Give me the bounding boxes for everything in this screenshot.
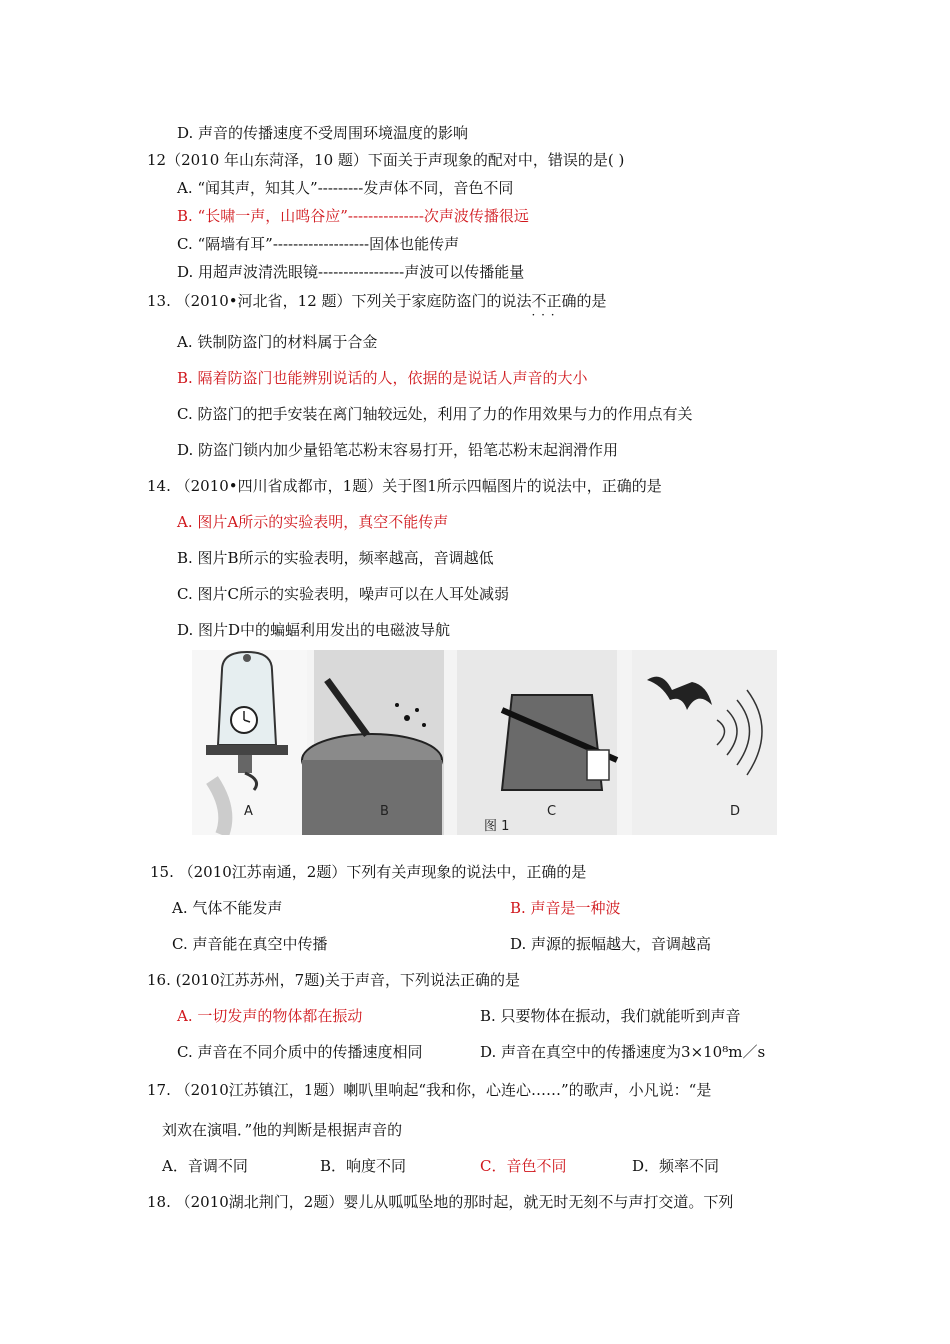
q16-option-b: B. 只要物体在振动，我们就能听到声音: [480, 1007, 741, 1025]
q12-option-b: B. “长啸一声，山鸣谷应”---------------次声波传播很远: [177, 207, 529, 225]
q17-option-b: B．响度不同: [320, 1157, 407, 1175]
figure-label-d: D: [730, 804, 741, 819]
q16-stem: 16. (2010江苏苏州，7题)关于声音，下列说法正确的是: [147, 971, 521, 989]
q18-stem: 18. （2010湖北荆门，2题）婴儿从呱呱坠地的那时起，就无时无刻不与声打交道。下列: [147, 1193, 734, 1211]
q14-option-c: C. 图片C所示的实验表明，噪声可以在人耳处减弱: [177, 585, 509, 603]
q13-stem-emphasis: 不正确 · · ·: [532, 292, 577, 310]
figure-label-c: C: [547, 804, 557, 819]
figure-1: [192, 650, 777, 835]
q13-stem: [147, 291, 607, 311]
q16-option-c: C. 声音在不同介质中的传播速度相同: [177, 1043, 423, 1061]
q17-option-c: C．音色不同: [480, 1157, 567, 1175]
q12-option-c: C. “隔墙有耳”-------------------固体也能传声: [177, 235, 460, 253]
q12-option-a: A. “闻其声，知其人”---------发声体不同，音色不同: [177, 179, 514, 197]
q16-option-d: D. 声音在真空中的传播速度为3×10⁸m／s: [480, 1043, 766, 1061]
q15-option-c: C. 声音能在真空中传播: [172, 935, 328, 953]
figure-caption: 图 1: [484, 819, 510, 834]
bat-illustration: [632, 650, 777, 835]
q17-option-d: D．频率不同: [632, 1157, 720, 1175]
q15-option-a: A. 气体不能发声: [172, 899, 283, 917]
q12-option-d: D. 用超声波清洗眼镜-----------------声波可以传播能量: [177, 263, 525, 281]
q15-option-d: D. 声源的振幅越大，音调越高: [510, 935, 712, 953]
q14-stem: 14. （2010•四川省成都市，1题）关于图1所示四幅图片的说法中，正确的是: [147, 477, 662, 495]
q13-option-a: A. 铁制防盗门的材料属于合金: [177, 333, 378, 351]
drum-illustration: [302, 650, 444, 835]
q16-option-a: A. 一切发声的物体都在振动: [177, 1007, 363, 1025]
q17-stem-line2: 刘欢在演唱．”他的判断是根据声音的: [162, 1121, 403, 1139]
q17-stem-line1: 17. （2010江苏镇江，1题）喇叭里响起“我和你，心连心……”的歌声，小凡说：“是: [147, 1081, 712, 1099]
q12-stem: 12（2010 年山东菏泽，10 题）下面关于声现象的配对中，错误的是( ): [147, 151, 625, 169]
ruler-table-illustration: [457, 650, 617, 835]
q14-option-a: A. 图片A所示的实验表明，真空不能传声: [177, 513, 449, 531]
q13-option-b: B. 隔着防盗门也能辨别说话的人，依据的是说话人声音的大小: [177, 369, 588, 387]
q15-option-b: B. 声音是一种波: [510, 899, 621, 917]
q13-option-d: D. 防盗门锁内加少量铅笔芯粉末容易打开，铅笔芯粉末起润滑作用: [177, 441, 619, 459]
q13-option-c: C. 防盗门的把手安装在离门轴较远处，利用了力的作用效果与力的作用点有关: [177, 405, 693, 423]
q11-option-d: D. 声音的传播速度不受周围环境温度的影响: [177, 124, 469, 142]
figure-label-b: B: [380, 804, 389, 819]
q13-stem-pre: 13. （2010•河北省，12 题）下列关于家庭防盗门的说法: [147, 292, 532, 310]
q13-stem-post: 的是: [576, 292, 607, 310]
q15-stem: 15. （2010江苏南通，2题）下列有关声现象的说法中，正确的是: [150, 863, 587, 881]
q14-option-b: B. 图片B所示的实验表明，频率越高，音调越低: [177, 549, 494, 567]
q17-option-a: A．音调不同: [162, 1157, 248, 1175]
figure-label-a: A: [244, 804, 253, 819]
q14-option-d: D. 图片D中的蝙蝠利用发出的电磁波导航: [177, 621, 451, 639]
